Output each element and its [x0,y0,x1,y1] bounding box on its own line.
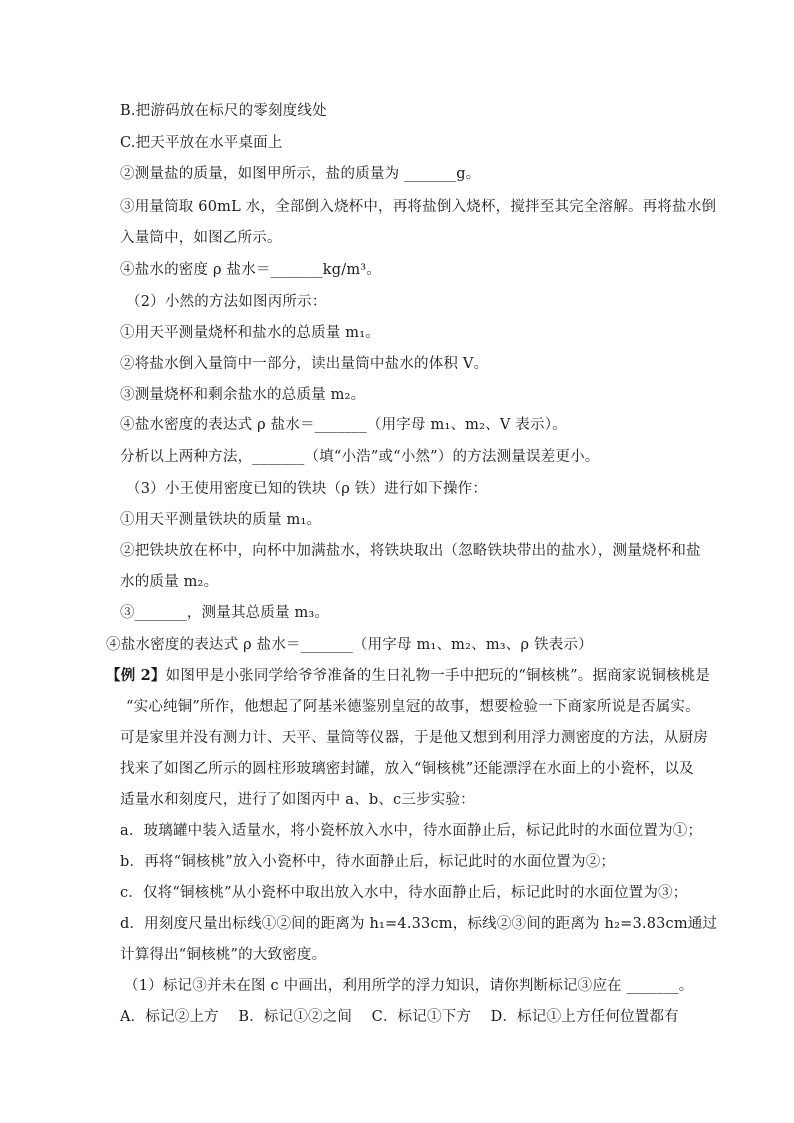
text-line: （2）小然的方法如图丙所示： [126,294,327,310]
text-line: ②测量盐的质量，如图甲所示，盐的质量为 _______g。 [120,166,481,182]
text-line: 计算得出“铜核桃”的大致密度。 [120,947,327,963]
text-line: 找来了如图乙所示的圆柱形玻璃密封罐，放入“铜核桃”还能漂浮在水面上的小瓷杯，以及 [120,761,694,777]
text-line: ④盐水密度的表达式 ρ 盐水＝_______（用字母 m₁、m₂、m₃、ρ 铁表示） [106,637,593,653]
text-line: （1）标记③并未在图 c 中画出，利用所学的浮力知识，请你判断标记③应在 _______。 [124,978,694,994]
text-line: ④盐水的密度 ρ 盐水＝_______kg/m³。 [120,262,382,278]
text-line: ①用天平测量铁块的质量 m₁。 [120,512,322,528]
text-line: 水的质量 m₂。 [120,574,219,590]
text-line: ②把铁块放在杯中，向杯中加满盐水，将铁块取出（忽略铁块带出的盐水），测量烧杯和盐 [120,543,701,559]
text-line: ②将盐水倒入量筒中一部分，读出量筒中盐水的体积 V。 [120,356,489,372]
example-label: 【例 2】 [106,667,166,684]
text-line: “实心纯铜”所作，他想起了阿基米德鉴别皇冠的故事，想要检验一下商家所说是否属实。 [126,699,700,715]
text-line: A．标记②上方 B．标记①②之间 C．标记①下方 D．标记①上方任何位置都有 [120,1009,679,1025]
text-line: C.把天平放在水平桌面上 [120,135,283,151]
text-line: 入量筒中，如图乙所示。 [120,230,282,246]
text-line: ③_______，测量其总质量 m₃。 [120,605,330,621]
example-line [106,666,710,686]
text-line: 可是家里并没有测力计、天平、量筒等仪器，于是他又想到利用浮力测密度的方法，从厨房 [120,730,708,746]
text-line: ①用天平测量烧杯和盐水的总质量 m₁。 [120,325,380,341]
text-line: ④盐水密度的表达式 ρ 盐水＝_______（用字母 m₁、m₂、V 表示）。 [120,417,567,433]
text-line: b．再将“铜核桃”放入小瓷杯中，待水面静止后，标记此时的水面位置为②； [120,854,616,870]
text-line: （3）小王使用密度已知的铁块（ρ 铁）进行如下操作： [126,481,488,497]
text-line: ③测量烧杯和剩余盐水的总质量 m₂。 [120,387,366,403]
text-line: a．玻璃罐中装入适量水，将小瓷杯放入水中，待水面静止后，标记此时的水面位置为①； [120,823,703,839]
text-line: B.把游码放在标尺的零刻度线处 [120,103,327,119]
text-line: c．仅将“铜核桃”从小瓷杯中取出放入水中，待水面静止后，标记此时的水面位置为③； [120,885,688,901]
text-line: ③用量筒取 60mL 水，全部倒入烧杯中，再将盐倒入烧杯，搅拌至其完全溶解。再将盐水倒 [120,199,717,215]
text-line: 适量水和刻度尺，进行了如图丙中 a、b、c三步实验： [120,792,475,808]
text-line: 分析以上两种方法，_______（填“小浩”或“小然”）的方法测量误差更小。 [120,449,600,465]
text-line: d．用刻度尺量出标线①②间的距离为 h₁=4.33cm，标线②③间的距离为 h₂=3.83cm通过 [120,916,718,932]
text-line: 如图甲是小张同学给爷爷准备的生日礼物一手中把玩的“铜核桃”。据商家说铜核桃是 [165,668,711,684]
